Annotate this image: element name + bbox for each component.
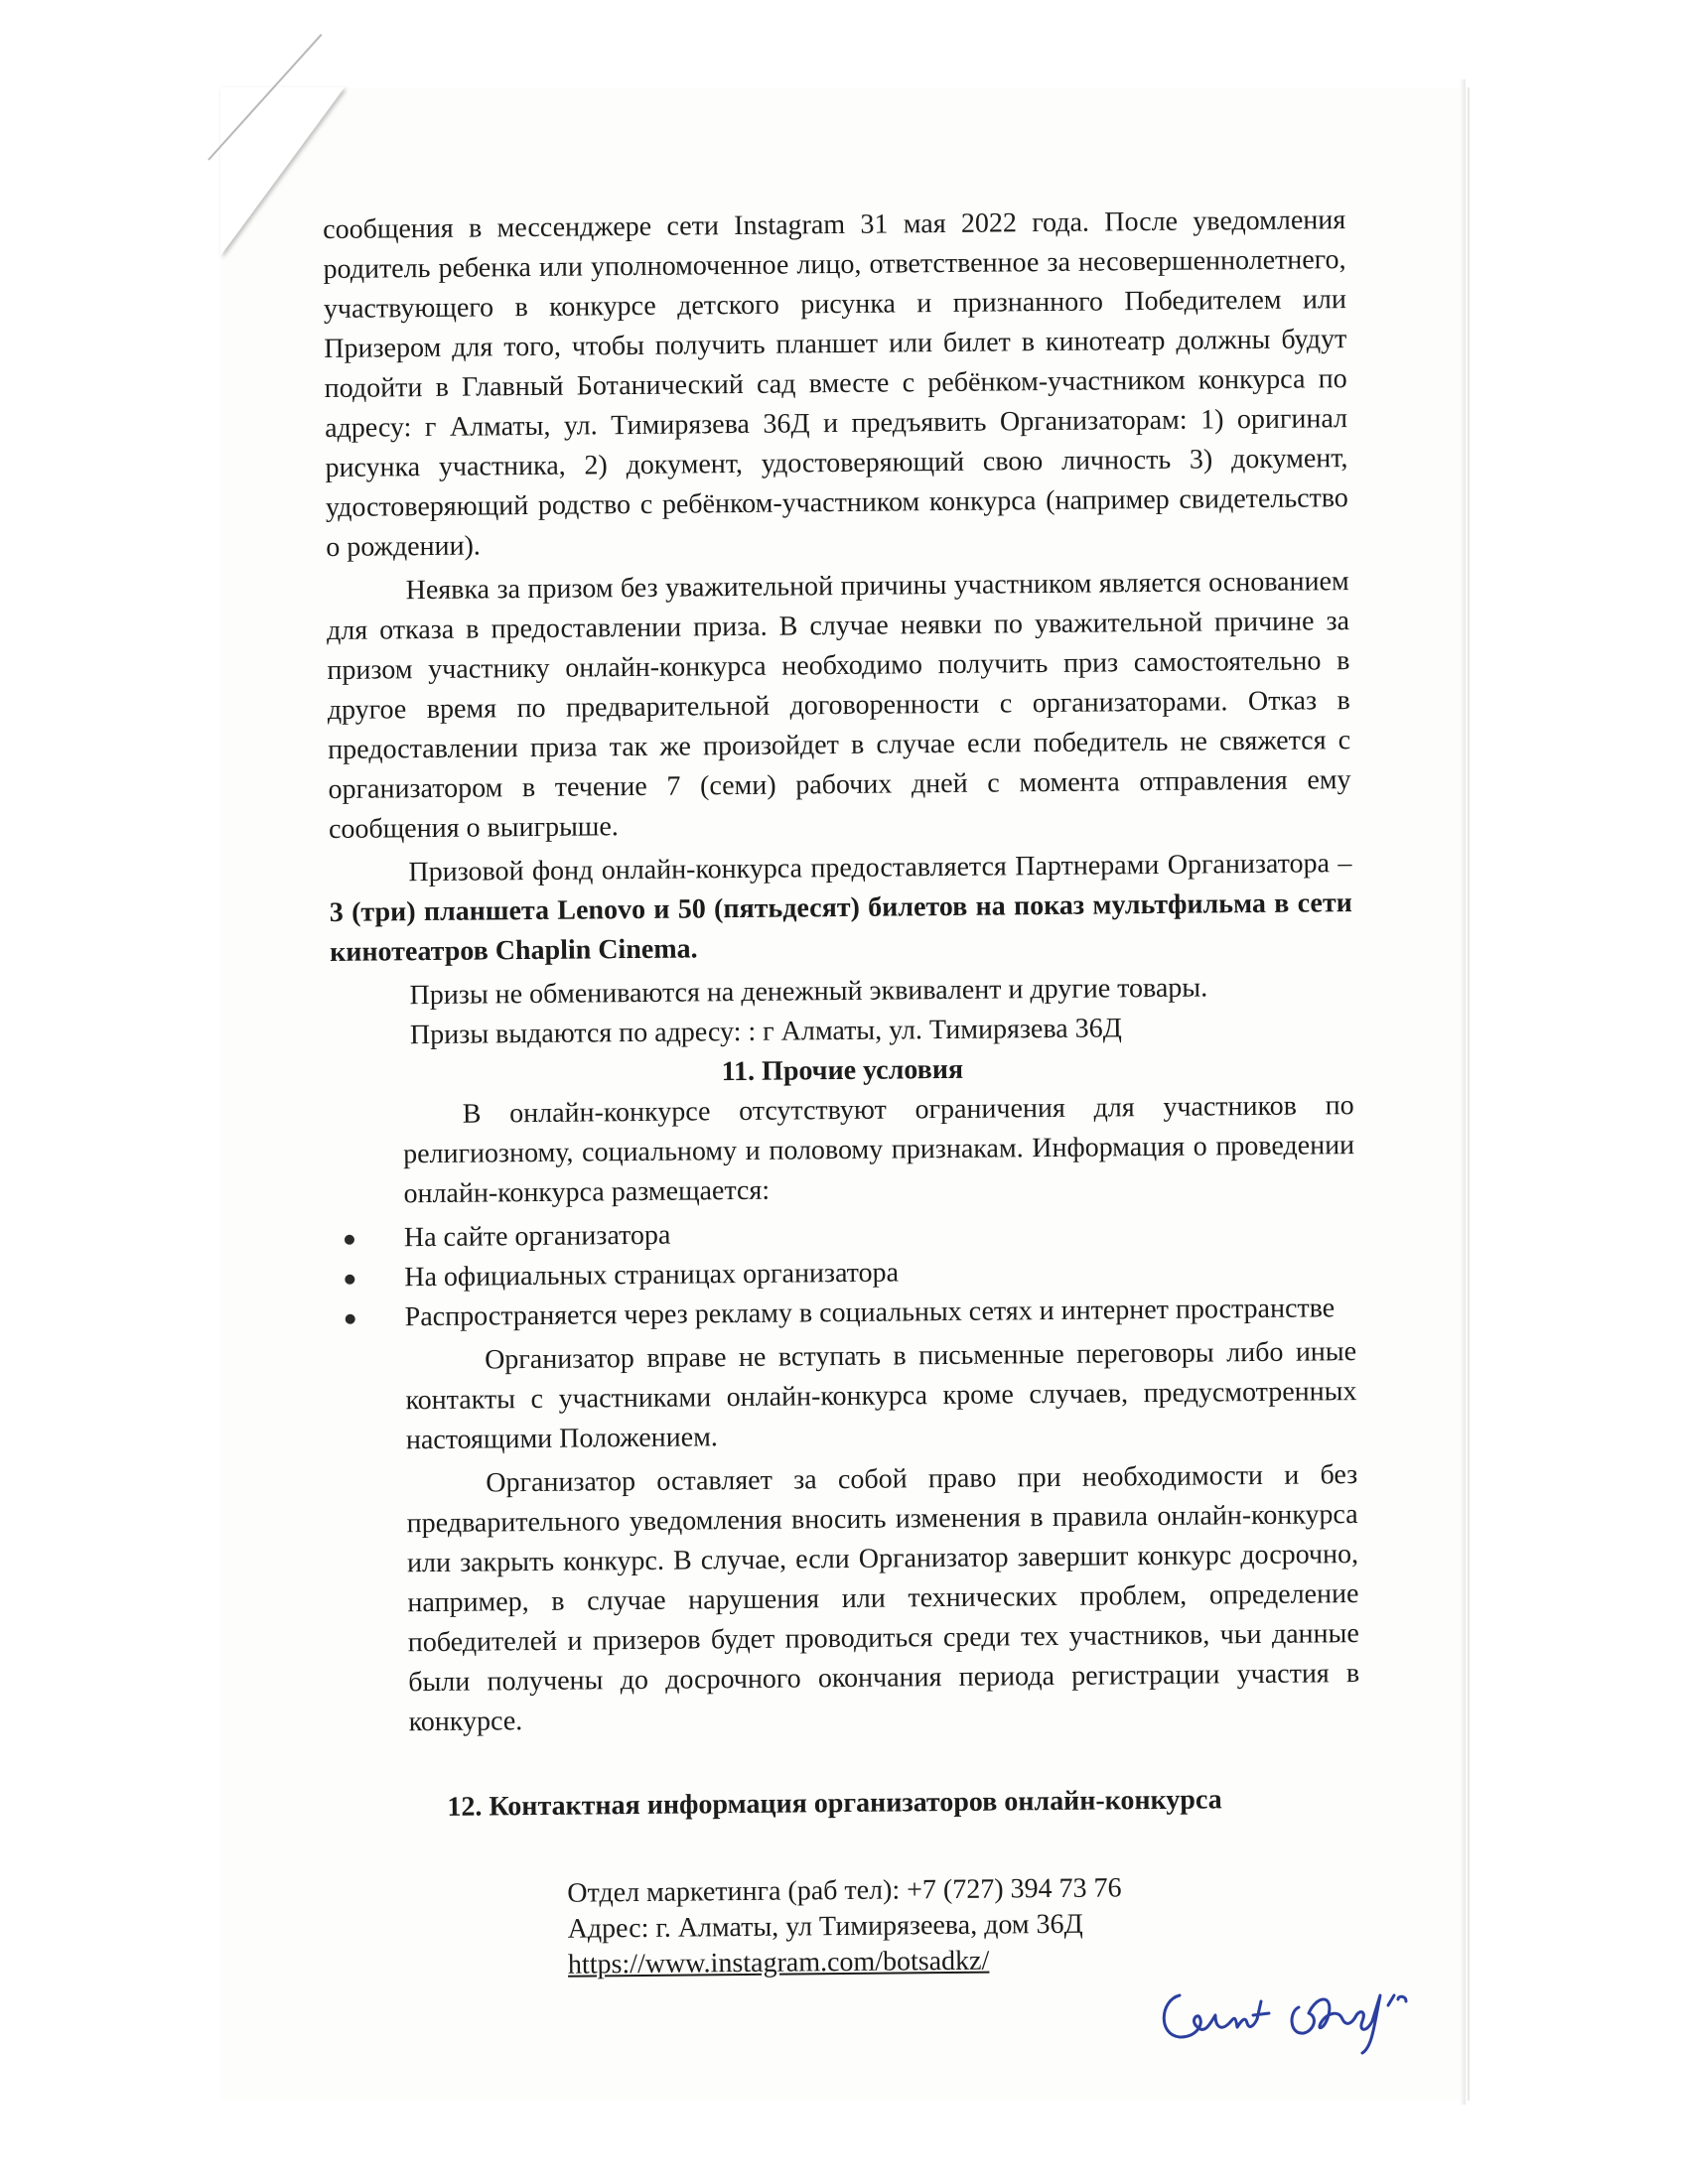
paragraph-prize-address: Призы выдаются по адресу: : г Алматы, ул. Тимирязева 36Д (409, 1013, 1122, 1051)
prize-fund-bold-text: 3 (три) планшета Lenovo и 50 (пятьдесят) билетов на показ мультфильма в сети кинотеатров Chaplin Cinema. (329, 887, 1352, 968)
section-12-heading: 12. Контактная информация организаторов онлайн-конкурса (447, 1784, 1222, 1823)
contact-phone: Отдел маркетинга (раб тел): +7 (727) 394 73 76 (567, 1872, 1122, 1909)
section-11-heading: 11. Прочие условия (721, 1053, 964, 1088)
paragraph-intro: сообщения в мессенджере сети Instagram 31 мая 2022 года. После уведомления родитель ребенка или уполномоченное лицо, ответственное за несовершеннолетнего, участвующего в конкурсе детского рисунка и признанного Победителем или Призером для того, чтобы получить планшет или билет в кинотеатр должны будут подойти в Главный Ботанический сад вместе с ребёнком-участником конкурса по адресу: г Алматы, ул. Тимирязева 36Д и предъявить Организаторам: 1) оригинал рисунка участника, 2) документ, удостоверяющий свою личность 3) документ, удостоверяющий родство с ребёнком-участником конкурса (например свидетельство о рождении). (323, 205, 1348, 563)
paragraph-negotiations: Организатор вправе не вступать в письменные переговоры либо иные контакты с участниками онлайн-конкурса кроме случаев, предусмотренных настоящими Положением. (405, 1336, 1357, 1456)
paragraph-changes: Организатор оставляет за собой право при необходимости и без предварительного уведомления вносить изменения в правила онлайн-конкурса или закрыть конкурс. В случае, если Организатор завершит конкурс досрочно, например, в случае нарушения или технических проблем, определение победителей и призеров будет проводиться среди тех участников, чьи данные были получены до досрочного окончания периода регистрации участия в конкурсе. (406, 1459, 1360, 1738)
paragraph-no-show: Неявка за призом без уважительной причины участником является основанием для отказа в предоставлении приза. В случае неявки по уважительной причине за призом участнику онлайн-конкурса необходимо получить приз самостоятельно в другое время по предварительной договоренности с организаторами. Отказ в предоставлении приза так же произойдет в случае если победитель не свяжется с организатором в течение 7 (семи) рабочих дней с момента отправления ему сообщения о выигрыше. (326, 566, 1351, 845)
contact-address: Адрес: г. Алматы, ул Тимирязеева, дом 36Д (567, 1908, 1083, 1945)
document-body (323, 201, 1362, 1985)
paragraph-restrictions: В онлайн-конкурсе отсутствуют ограничения для участников по религиозному, социальному и половому признакам. Информация о проведении онлайн-конкурса размещается: (402, 1090, 1355, 1210)
info-channels-list (333, 1209, 1356, 1338)
paper-edge-shadow (1460, 79, 1466, 2105)
bullet-icon (346, 1314, 355, 1324)
section-11-continued (405, 1332, 1360, 1742)
list-item-text: На официальных страницах организатора (404, 1257, 900, 1294)
handwritten-signatures (1150, 1966, 1448, 2065)
list-item-text: На сайте организатора (403, 1219, 671, 1254)
paragraph-prize-fund (329, 844, 1352, 973)
prize-fund-text: Призовой фонд онлайн-конкурса предоставляется Партнерами Организатора – (408, 848, 1352, 888)
list-item-text: Распространяется через рекламу в социальных сетях и интернет пространстве (404, 1293, 1336, 1333)
section-11-block (403, 1086, 1355, 1214)
instagram-link[interactable]: https://www.instagram.com/botsadkz/ (567, 1945, 990, 1980)
signature-2 (1292, 1995, 1406, 2053)
signature-1 (1164, 1995, 1269, 2037)
bullet-icon (345, 1235, 354, 1245)
list-item (334, 1289, 1356, 1338)
bullet-icon (345, 1275, 354, 1285)
paragraph-no-exchange: Призы не обмениваются на денежный эквивалент и другие товары. (409, 972, 1208, 1012)
